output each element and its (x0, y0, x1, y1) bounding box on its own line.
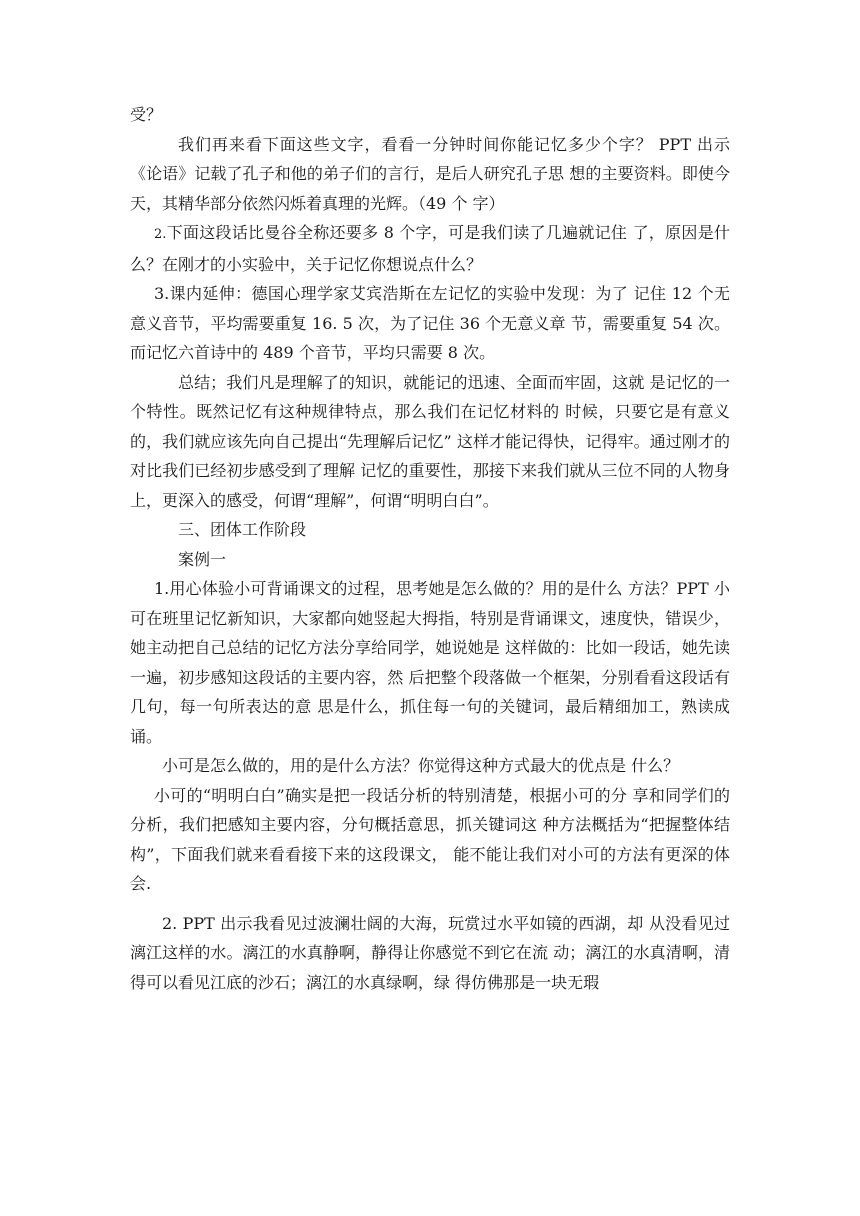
item-number: 2. (154, 227, 167, 242)
paragraph-summary: 总结；我们凡是理解了的知识，就能记的迅速、全面而牢固，这就 是记忆的一个特性。既然记忆有这种规律特点，那么我们在记忆材料的 时候，只要它是有意义的，我们就应该先向自己提出“先理解后记忆” 这样才能记得快，记得牢。通过刚才的对比我们已经初步感受到了理解 记忆的重要性，那接下来我们就从三位不同的人物身上，更深入的感受，何谓“理解”，何谓“明明白白”。 (130, 372, 730, 510)
paragraph-analysis: 小可的“明明白白”确实是把一段话分析的特别清楚，根据小可的分 享和同学们的分析，我们把感知主要内容，分句概括意思，抓关键词这 种方法概括为“把握整体结构”，下面我们就来看看接下来的这段课文， 能不能让我们对小可的方法有更深的体会. (130, 785, 730, 893)
section-heading: 三、团体工作阶段 (178, 520, 307, 539)
paragraph-case-1: 1.用心体验小可背诵课文的过程，思考她是怎么做的？用的是什么 方法？PPT 小可在班里记忆新知识，大家都向她竖起大拇指，特别是背诵课文，速度快，错误少，她主动把自己总结的记忆方法分享给同学，她说她是 这样做的：比如一段话，她先读一遍，初步感知这段话的主要内容，然 后把整个段落做一个框架，分别看看这段话有几句，每一句所表达的意 思是什么，抓住每一句的关键词，最后精细加工，熟读成诵。 (130, 579, 730, 746)
paragraph-lijiang: 2. PPT 出示我看见过波澜壮阔的大海，玩赏过水平如镜的西湖，却 从没看见过漓江这样的水。漓江的水真静啊，静得让你感觉不到它在流 动；漓江的水真清啊，清得可以看见江底的沙石；漓江的水真绿啊，绿 得仿佛那是一块无瑕 (130, 913, 730, 992)
paragraph-continuation: 受？ (130, 105, 163, 124)
paragraph-question: 小可是怎么做的，用的是什么方法？你觉得这种方式最大的优点是 什么？ (162, 756, 680, 775)
paragraph-question-2 (130, 218, 730, 279)
paragraph-gap (130, 899, 730, 909)
paragraph-memory-test: 我们再来看下面这些文字，看看一分钟时间你能记忆多少个字？ PPT 出示《论语》记载了孔子和他的弟子们的言行，是后人研究孔子思 想的主要资料。即使今天，其精华部分依然闪烁着真理的光辉。（49 个 字） (130, 134, 730, 213)
case-heading: 案例一 (178, 549, 227, 569)
document-body (130, 100, 730, 997)
paragraph-extension-3: 3.课内延伸：德国心理学家艾宾浩斯在左记忆的实验中发现：为了 记住 12 个无意义音节，平均需要重复 16. 5 次，为了记住 36 个无意义章 节，需要重复 54 次。而记忆六首诗中的 489 个音节，平均只需要 8 次。 (130, 284, 730, 362)
paragraph-question-2-text: 下面这段话比曼谷全称还要多 8 个字，可是我们读了几遍就记住 了，原因是什么？在刚才的小实验中，关于记忆你想说点什么？ (130, 223, 730, 274)
